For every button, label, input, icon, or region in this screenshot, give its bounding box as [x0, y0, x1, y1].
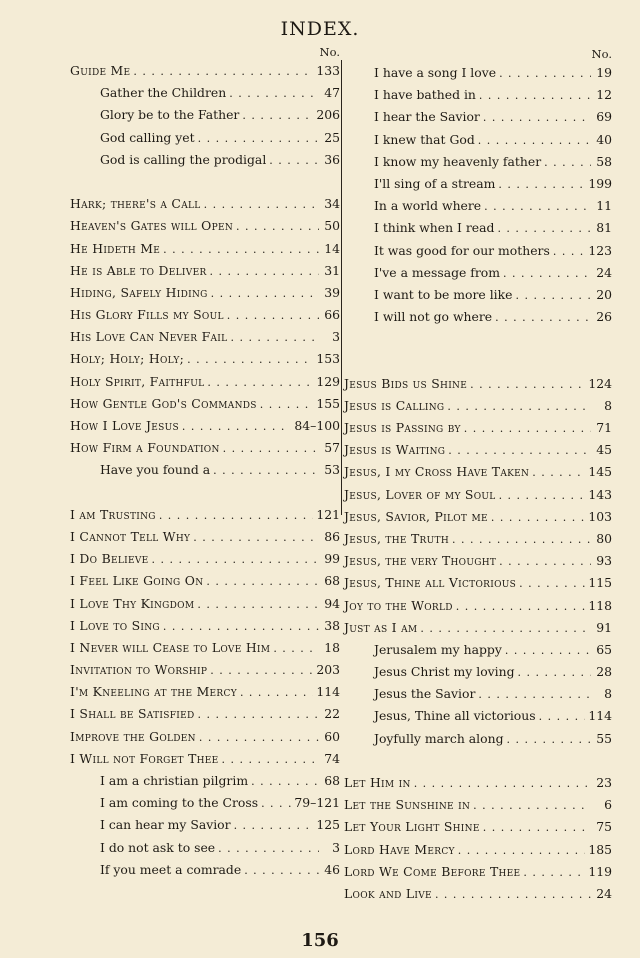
dot-leader [210, 660, 313, 682]
section-gap [70, 482, 340, 504]
entry-title: He Hideth Me [70, 240, 161, 256]
index-entry [70, 726, 340, 748]
entry-number: 81 [596, 220, 612, 236]
index-entry [70, 348, 340, 370]
dot-leader [198, 704, 320, 726]
dot-leader [222, 749, 319, 771]
entry-number: 86 [324, 528, 340, 544]
dot-leader [495, 307, 591, 329]
entry-title: I have bathed in [374, 87, 476, 103]
index-entry [70, 814, 340, 836]
entry-title: He is Able to Deliver [70, 262, 207, 278]
entry-title: I am coming to the Cross [100, 795, 259, 811]
index-entry [70, 570, 340, 592]
entry-title: Look and Live [344, 885, 432, 901]
dot-leader [483, 817, 591, 839]
entry-title: How I Love Jesus [70, 418, 179, 433]
index-entry [70, 193, 340, 215]
entry-number: 31 [324, 262, 340, 278]
entry-title: I'll sing of a stream [374, 175, 496, 191]
index-entry [70, 415, 340, 437]
entry-number: 115 [588, 575, 612, 591]
entry-number: 12 [596, 87, 612, 103]
entry-title: I do not ask to see [100, 839, 216, 855]
entry-number: 125 [316, 817, 340, 833]
dot-leader [152, 549, 319, 571]
entry-title: How Gentle God's Commands [70, 395, 257, 411]
entry-title: Hark; there's a Call [70, 196, 201, 212]
entry-title: I have a song I love [374, 65, 497, 80]
index-entry [344, 395, 612, 417]
entry-number: 79–121 [294, 795, 340, 811]
dot-leader [447, 396, 591, 418]
entry-number: 71 [596, 420, 612, 436]
index-entry [344, 106, 612, 128]
dot-leader [519, 573, 585, 595]
index-entry [70, 615, 340, 637]
dot-leader [420, 618, 591, 640]
entry-title: I know my heavenly father [374, 153, 542, 169]
index-entry [70, 393, 340, 415]
entry-title: Jesus, Thine all Victorious [344, 575, 517, 591]
entry-title: Holy; Holy; Holy; [70, 351, 185, 367]
entry-number: 46 [324, 861, 340, 877]
entry-number: 69 [596, 109, 612, 125]
dot-leader [507, 729, 592, 751]
entry-title: Have you found a [100, 462, 211, 478]
entry-title: Heaven's Gates will Open [70, 218, 234, 234]
entry-number: 34 [324, 196, 340, 212]
index-column-right [344, 44, 612, 905]
dot-leader [159, 505, 314, 527]
entry-title: Jesus Bids us Shine [344, 375, 468, 391]
entry-number: 24 [596, 885, 612, 901]
index-entry [344, 883, 612, 905]
entry-number: 123 [588, 242, 612, 258]
entry-title: Improve the Golden [70, 728, 196, 744]
entry-title: Lord We Come Before Thee [344, 863, 521, 879]
index-entry [344, 661, 612, 683]
entry-title: Jesus is Waiting [344, 442, 446, 458]
entry-title: Glory be to the Father [100, 107, 240, 123]
dot-leader [479, 85, 591, 107]
dot-leader [452, 529, 591, 551]
entry-number: 14 [324, 240, 340, 256]
entry-number: 19 [596, 65, 612, 80]
dot-leader [199, 727, 319, 749]
entry-title: If you meet a comrade [100, 861, 242, 877]
index-entry [70, 859, 340, 881]
dot-leader [515, 285, 591, 307]
entry-number: 23 [596, 775, 612, 791]
entry-title: His Glory Fills my Soul [70, 307, 224, 323]
dot-leader [491, 507, 586, 529]
dot-leader [244, 860, 319, 882]
entry-number: 99 [324, 551, 340, 567]
entry-number: 121 [316, 506, 340, 522]
entry-number: 199 [588, 175, 612, 191]
index-entry [344, 772, 612, 794]
entry-number: 133 [316, 63, 340, 78]
entry-title: Jesus is Calling [344, 397, 445, 413]
index-entry [344, 839, 612, 861]
entry-number: 50 [324, 218, 340, 234]
dot-leader [544, 152, 591, 174]
index-entry [344, 639, 612, 661]
dot-leader [539, 706, 586, 728]
entry-title: I want to be more like [374, 286, 513, 302]
index-entry [344, 439, 612, 461]
entry-title: I Shall be Satisfied [70, 706, 195, 722]
entry-title: Gather the Children [100, 85, 227, 101]
index-entry [70, 371, 340, 393]
entry-title: God is calling the prodigal [100, 151, 267, 167]
entry-number: 153 [316, 351, 340, 367]
index-entry [344, 262, 612, 284]
page-title: INDEX. [280, 18, 360, 40]
dot-leader [236, 216, 319, 238]
dot-leader [197, 594, 319, 616]
dot-leader [163, 616, 319, 638]
dot-leader [204, 194, 319, 216]
entry-title: I'm Kneeling at the Mercy [70, 684, 237, 700]
entry-title: Jesus, the Truth [344, 530, 449, 546]
entry-number: 84–100 [294, 418, 340, 433]
index-entry [344, 151, 612, 173]
dot-leader [251, 771, 319, 793]
index-entry [344, 417, 612, 439]
entry-number: 11 [596, 198, 612, 214]
dot-leader [532, 462, 585, 484]
entry-number: 45 [596, 442, 612, 458]
index-entry [70, 748, 340, 770]
index-entry [70, 459, 340, 481]
index-entry [70, 282, 340, 304]
entry-title: I knew that God [374, 131, 475, 147]
entry-number: 25 [324, 129, 340, 145]
entry-number: 47 [324, 85, 340, 101]
index-entry [344, 84, 612, 106]
index-entry [344, 461, 612, 483]
dot-leader [242, 105, 313, 127]
entry-number: 124 [588, 375, 612, 391]
dot-leader [269, 150, 319, 172]
index-entry [70, 82, 340, 104]
index-entry [70, 149, 340, 171]
entry-number: 24 [596, 264, 612, 280]
dot-leader [273, 638, 319, 660]
entry-number: 38 [324, 617, 340, 633]
entry-number: 129 [316, 373, 340, 389]
index-entry [70, 659, 340, 681]
dot-leader [478, 130, 591, 152]
entry-title: Lord Have Mercy [344, 841, 455, 857]
index-entry [344, 506, 612, 528]
index-entry [70, 60, 340, 82]
index-entry [344, 484, 612, 506]
entry-title: In a world where [374, 198, 482, 214]
dot-leader [223, 438, 319, 460]
entry-number: 55 [596, 730, 612, 746]
entry-title: It was good for our mothers [374, 242, 550, 258]
entry-title: Joyfully march along [374, 730, 504, 746]
section-gap [70, 171, 340, 193]
entry-title: I Cannot Tell Why [70, 528, 191, 544]
dot-leader [229, 83, 319, 105]
entry-title: I Love Thy Kingdom [70, 595, 195, 611]
dot-leader [499, 551, 591, 573]
dot-leader [261, 793, 291, 815]
entry-number: 155 [316, 395, 340, 411]
entry-number: 203 [316, 662, 340, 678]
index-entry [344, 195, 612, 217]
dot-leader [213, 460, 319, 482]
index-entry [70, 593, 340, 615]
entry-title: I think when I read [374, 220, 495, 236]
dot-leader [484, 196, 591, 218]
index-entry [344, 572, 612, 594]
entry-title: God calling yet [100, 129, 195, 145]
index-entry [344, 595, 612, 617]
dot-leader [227, 305, 319, 327]
entry-title: I am a christian pilgrim [100, 773, 249, 788]
entry-title: I can hear my Savior [100, 817, 231, 833]
dot-leader [193, 527, 319, 549]
dot-leader [198, 128, 319, 150]
index-entry [344, 306, 612, 328]
dot-leader [456, 596, 586, 618]
index-column-left [70, 44, 340, 881]
dot-leader [553, 241, 586, 263]
entry-number: 145 [588, 464, 612, 480]
entry-number: 3 [332, 329, 340, 345]
dot-leader [473, 795, 591, 817]
entry-title: I Feel Like Going On [70, 573, 204, 589]
index-entry [70, 437, 340, 459]
entry-title: I Never will Cease to Love Him [70, 639, 271, 655]
entry-number: 3 [332, 839, 340, 855]
dot-leader [230, 327, 319, 349]
entry-title: Just as I am [344, 619, 418, 635]
entry-number: 8 [604, 397, 612, 413]
entry-title: Jesus the Savior [374, 686, 476, 702]
entry-number: 8 [604, 686, 612, 702]
dot-leader [464, 418, 591, 440]
entry-title: Guide Me [70, 63, 131, 78]
dot-leader [448, 440, 591, 462]
index-entry [344, 528, 612, 550]
entry-title: Jesus, the very Thought [344, 553, 497, 569]
index-entry [344, 284, 612, 306]
dot-leader [499, 485, 586, 507]
index-entry [344, 794, 612, 816]
index-entry [344, 240, 612, 262]
entry-title: I Will not Forget Thee [70, 750, 219, 766]
dot-leader [260, 394, 314, 416]
entry-number: 28 [596, 664, 612, 680]
dot-leader [470, 374, 585, 396]
entry-title: Jerusalem my happy [374, 641, 502, 657]
entry-title: Joy to the World [344, 597, 453, 613]
entry-number: 185 [588, 841, 612, 857]
index-entry [70, 504, 340, 526]
index-entry [344, 550, 612, 572]
index-entry [70, 127, 340, 149]
index-entry [344, 62, 612, 84]
index-entry [344, 373, 612, 395]
page-number: 156 [301, 930, 339, 951]
entry-number: 114 [588, 708, 612, 724]
entry-number: 206 [316, 107, 340, 123]
dot-leader [206, 571, 319, 593]
column-divider [341, 60, 342, 515]
entry-number: 143 [588, 486, 612, 502]
dot-leader [240, 682, 313, 704]
index-entry [344, 816, 612, 838]
entry-title: Jesus, I my Cross Have Taken [344, 464, 530, 480]
index-entry [344, 705, 612, 727]
dot-leader [499, 63, 591, 85]
entry-title: Let the Sunshine in [344, 797, 471, 813]
dot-leader [187, 349, 313, 371]
section-gap [344, 750, 612, 772]
entry-title: Jesus, Thine all victorious [374, 708, 536, 724]
entry-number: 114 [316, 684, 340, 700]
dot-leader [218, 838, 319, 860]
dot-leader [211, 283, 319, 305]
entry-number: 22 [324, 706, 340, 722]
entry-number: 80 [596, 530, 612, 546]
entry-title: Invitation to Worship [70, 662, 208, 678]
index-entry [344, 728, 612, 750]
index-entry [344, 683, 612, 705]
number-column-header: No. [591, 47, 612, 61]
entry-number: 75 [596, 819, 612, 835]
dot-leader [458, 840, 586, 862]
section-gap [344, 328, 612, 372]
index-entry [70, 703, 340, 725]
index-entry [70, 304, 340, 326]
entry-number: 39 [324, 284, 340, 300]
dot-leader [234, 815, 314, 837]
entry-number: 57 [324, 440, 340, 456]
entry-number: 66 [324, 307, 340, 323]
entry-title: Let Your Light Shine [344, 819, 480, 835]
index-entry [70, 238, 340, 260]
entry-number: 103 [588, 508, 612, 524]
entry-title: His Love Can Never Fail [70, 329, 228, 345]
entry-number: 53 [324, 462, 340, 478]
index-entry [70, 792, 340, 814]
entry-title: Holy Spirit, Faithful [70, 373, 205, 389]
index-entry [344, 173, 612, 195]
entry-title: Jesus is Passing by [344, 420, 461, 436]
dot-leader [207, 372, 313, 394]
number-column-header: No. [319, 45, 340, 59]
dot-leader [518, 662, 591, 684]
entry-title: I Do Believe [70, 551, 149, 567]
index-entry [70, 770, 340, 792]
entry-title: Let Him in [344, 775, 411, 791]
index-entry [70, 104, 340, 126]
entry-title: Jesus, Savior, Pilot me [344, 508, 488, 524]
index-entry [344, 129, 612, 151]
dot-leader [505, 640, 591, 662]
entry-title: Hiding, Safely Hiding [70, 284, 208, 300]
entry-number: 93 [596, 553, 612, 569]
entry-number: 36 [324, 151, 340, 167]
dot-leader [182, 416, 291, 438]
dot-leader [133, 61, 313, 83]
dot-leader [163, 239, 319, 261]
index-entry [344, 861, 612, 883]
index-entry [70, 681, 340, 703]
index-entry [70, 260, 340, 282]
entry-number: 18 [324, 639, 340, 655]
index-entry [344, 617, 612, 639]
entry-number: 119 [588, 863, 612, 879]
index-entry [70, 548, 340, 570]
dot-leader [414, 773, 591, 795]
entry-title: I Love to Sing [70, 617, 160, 633]
entry-title: I've a message from [374, 264, 501, 280]
index-entry [344, 217, 612, 239]
entry-number: 94 [324, 595, 340, 611]
dot-leader [483, 107, 591, 129]
entry-number: 58 [596, 153, 612, 169]
entry-number: 74 [324, 750, 340, 766]
dot-leader [435, 884, 591, 906]
dot-leader [503, 263, 591, 285]
index-entry [70, 215, 340, 237]
index-entry [70, 837, 340, 859]
entry-number: 65 [596, 641, 612, 657]
index-entry [70, 526, 340, 548]
entry-title: Jesus Christ my loving [374, 664, 515, 680]
entry-number: 40 [596, 131, 612, 147]
entry-number: 68 [324, 573, 340, 589]
entry-title: I am Trusting [70, 506, 156, 522]
entry-number: 91 [596, 619, 612, 635]
entry-number: 20 [596, 286, 612, 302]
entry-number: 6 [604, 797, 612, 813]
index-entry [70, 326, 340, 348]
entry-title: I hear the Savior [374, 109, 480, 125]
dot-leader [478, 684, 591, 706]
entry-title: I will not go where [374, 309, 493, 325]
dot-leader [498, 174, 585, 196]
dot-leader [523, 862, 585, 884]
dot-leader [210, 261, 319, 283]
entry-number: 68 [324, 773, 340, 788]
entry-number: 60 [324, 728, 340, 744]
entry-title: How Firm a Foundation [70, 440, 220, 456]
entry-number: 118 [588, 597, 612, 613]
dot-leader [497, 218, 591, 240]
entry-number: 26 [596, 309, 612, 325]
index-entry [70, 637, 340, 659]
entry-title: Jesus, Lover of my Soul [344, 486, 496, 502]
